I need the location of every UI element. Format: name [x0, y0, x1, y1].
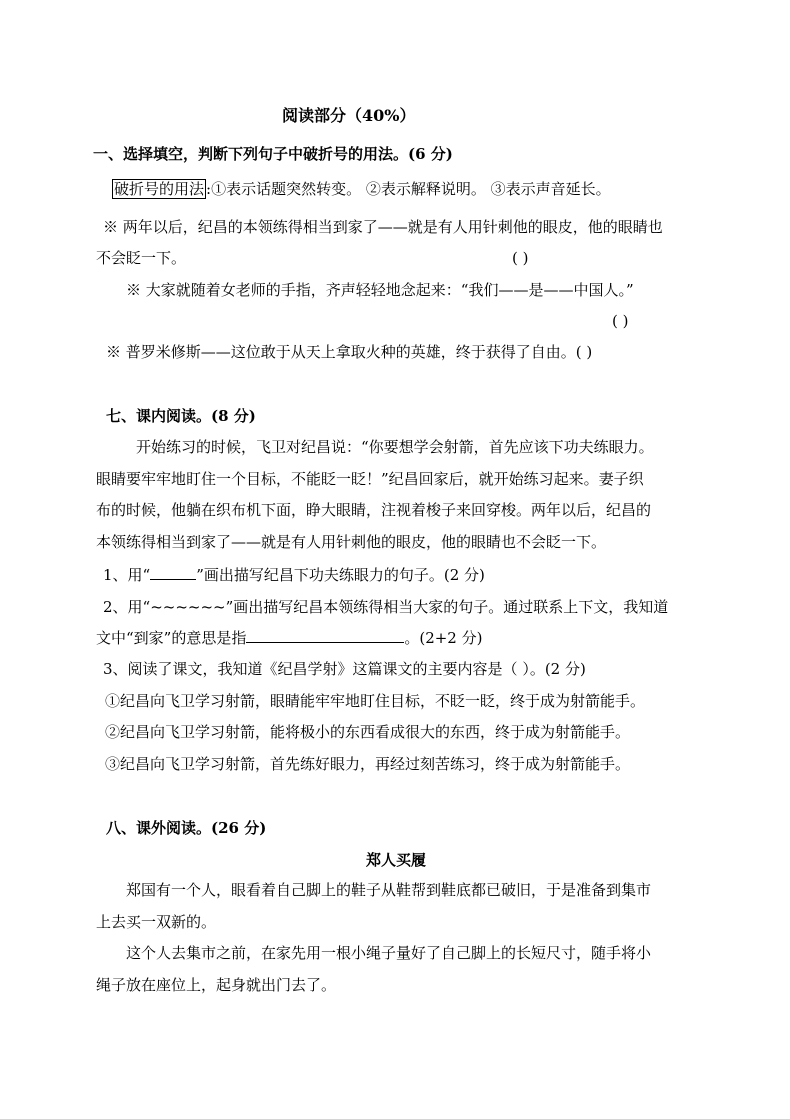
s1-q1-answer-blank[interactable]: ( ) [512, 249, 529, 267]
s7-passage-line1: 开始练习的时候，飞卫对纪昌说：“你要想学会射箭，首先应该下功夫练眼力。 [136, 438, 654, 456]
s7-q3-option3: ③纪昌向飞卫学习射箭，首先练好眼力，再经过刻苦练习，终于成为射箭能手。 [105, 755, 631, 773]
s7-q1-prefix: 1、用“ [103, 566, 151, 584]
s1-q2-answer-blank[interactable]: ( ) [612, 312, 629, 330]
section1-heading: 一、选择填空，判断下列句子中破折号的用法。(6 分) [93, 145, 453, 163]
section7-heading: 七、课内阅读。(8 分) [106, 407, 256, 425]
s8-passage-p2-line1: 这个人去集市之前，在家先用一根小绳子量好了自己脚上的长短尺寸，随手将小 [126, 944, 652, 962]
section8-heading: 八、课外阅读。(26 分) [106, 819, 267, 837]
s7-passage-line4: 本领练得相当到家了——就是有人用针刺他的眼皮，他的眼睛也不会眨一下。 [96, 533, 607, 551]
s7-q2-line2-suffix: 。(2+2 分) [404, 629, 483, 647]
s7-q2-line2 [96, 628, 482, 648]
s8-passage-p2-line2: 绳子放在座位上，起身就出门去了。 [96, 976, 337, 994]
dash-usage-label: 破折号的用法 [114, 180, 205, 198]
s7-q2-line1: 2、用“~~~~~~”画出描写纪昌本领练得相当大家的句子。通过联系上下文，我知道 [103, 598, 669, 616]
s7-q1-underline-sample [150, 565, 196, 580]
s7-q3-option2: ②纪昌向飞卫学习射箭，能将极小的东西看成很大的东西，终于成为射箭能手。 [105, 723, 631, 741]
dash-usage-options: :①表示话题突然转变。 ②表示解释说明。 ③表示声音延长。 [206, 180, 611, 198]
s7-passage-line3: 布的时候，他躺在织布机下面，睁大眼睛，注视着梭子来回穿梭。两年以后，纪昌的 [96, 501, 652, 519]
s7-passage-line2: 眼睛要牢牢地盯住一个目标，不能眨一眨！”纪昌回家后，就开始练习起来。妻子织 [96, 470, 644, 488]
s7-q1-suffix: ”画出描写纪昌下功夫练眼力的句子。(2 分) [196, 566, 485, 584]
s8-passage-p1-line2: 上去买一双新的。 [96, 913, 217, 931]
s7-q3-option1: ①纪昌向飞卫学习射箭，眼睛能牢牢地盯住目标，不眨一眨，终于成为射箭能手。 [105, 692, 646, 710]
s7-q3: 3、阅读了课文，我知道《纪昌学射》这篇课文的主要内容是（ ）。(2 分) [103, 660, 586, 678]
dash-usage-line [112, 179, 611, 199]
s1-q1-line2: 不会眨一下。 [96, 249, 187, 267]
s1-q1-line1: ※ 两年以后，纪昌的本领练得相当到家了——就是有人用针刺他的眼皮，他的眼睛也 [103, 218, 663, 236]
s8-passage-p1-line1: 郑国有一个人，眼看着自己脚上的鞋子从鞋帮到鞋底都已破旧，于是准备到集市 [126, 881, 652, 899]
s7-q1 [103, 565, 485, 585]
s1-q2-line1: ※ 大家就随着女老师的手指，齐声轻轻地念起来：“我们——是——中国人。” [126, 281, 634, 299]
s7-q2-answer-blank[interactable] [246, 628, 404, 643]
story-title: 郑人买履 [366, 851, 427, 869]
s7-q2-line2-prefix: 文中“到家”的意思是指 [96, 629, 247, 647]
reading-part-title: 阅读部分（40%） [282, 106, 416, 125]
s1-q3-line: ※ 普罗米修斯——这位敢于从天上拿取火种的英雄，终于获得了自由。( ) [106, 343, 593, 361]
